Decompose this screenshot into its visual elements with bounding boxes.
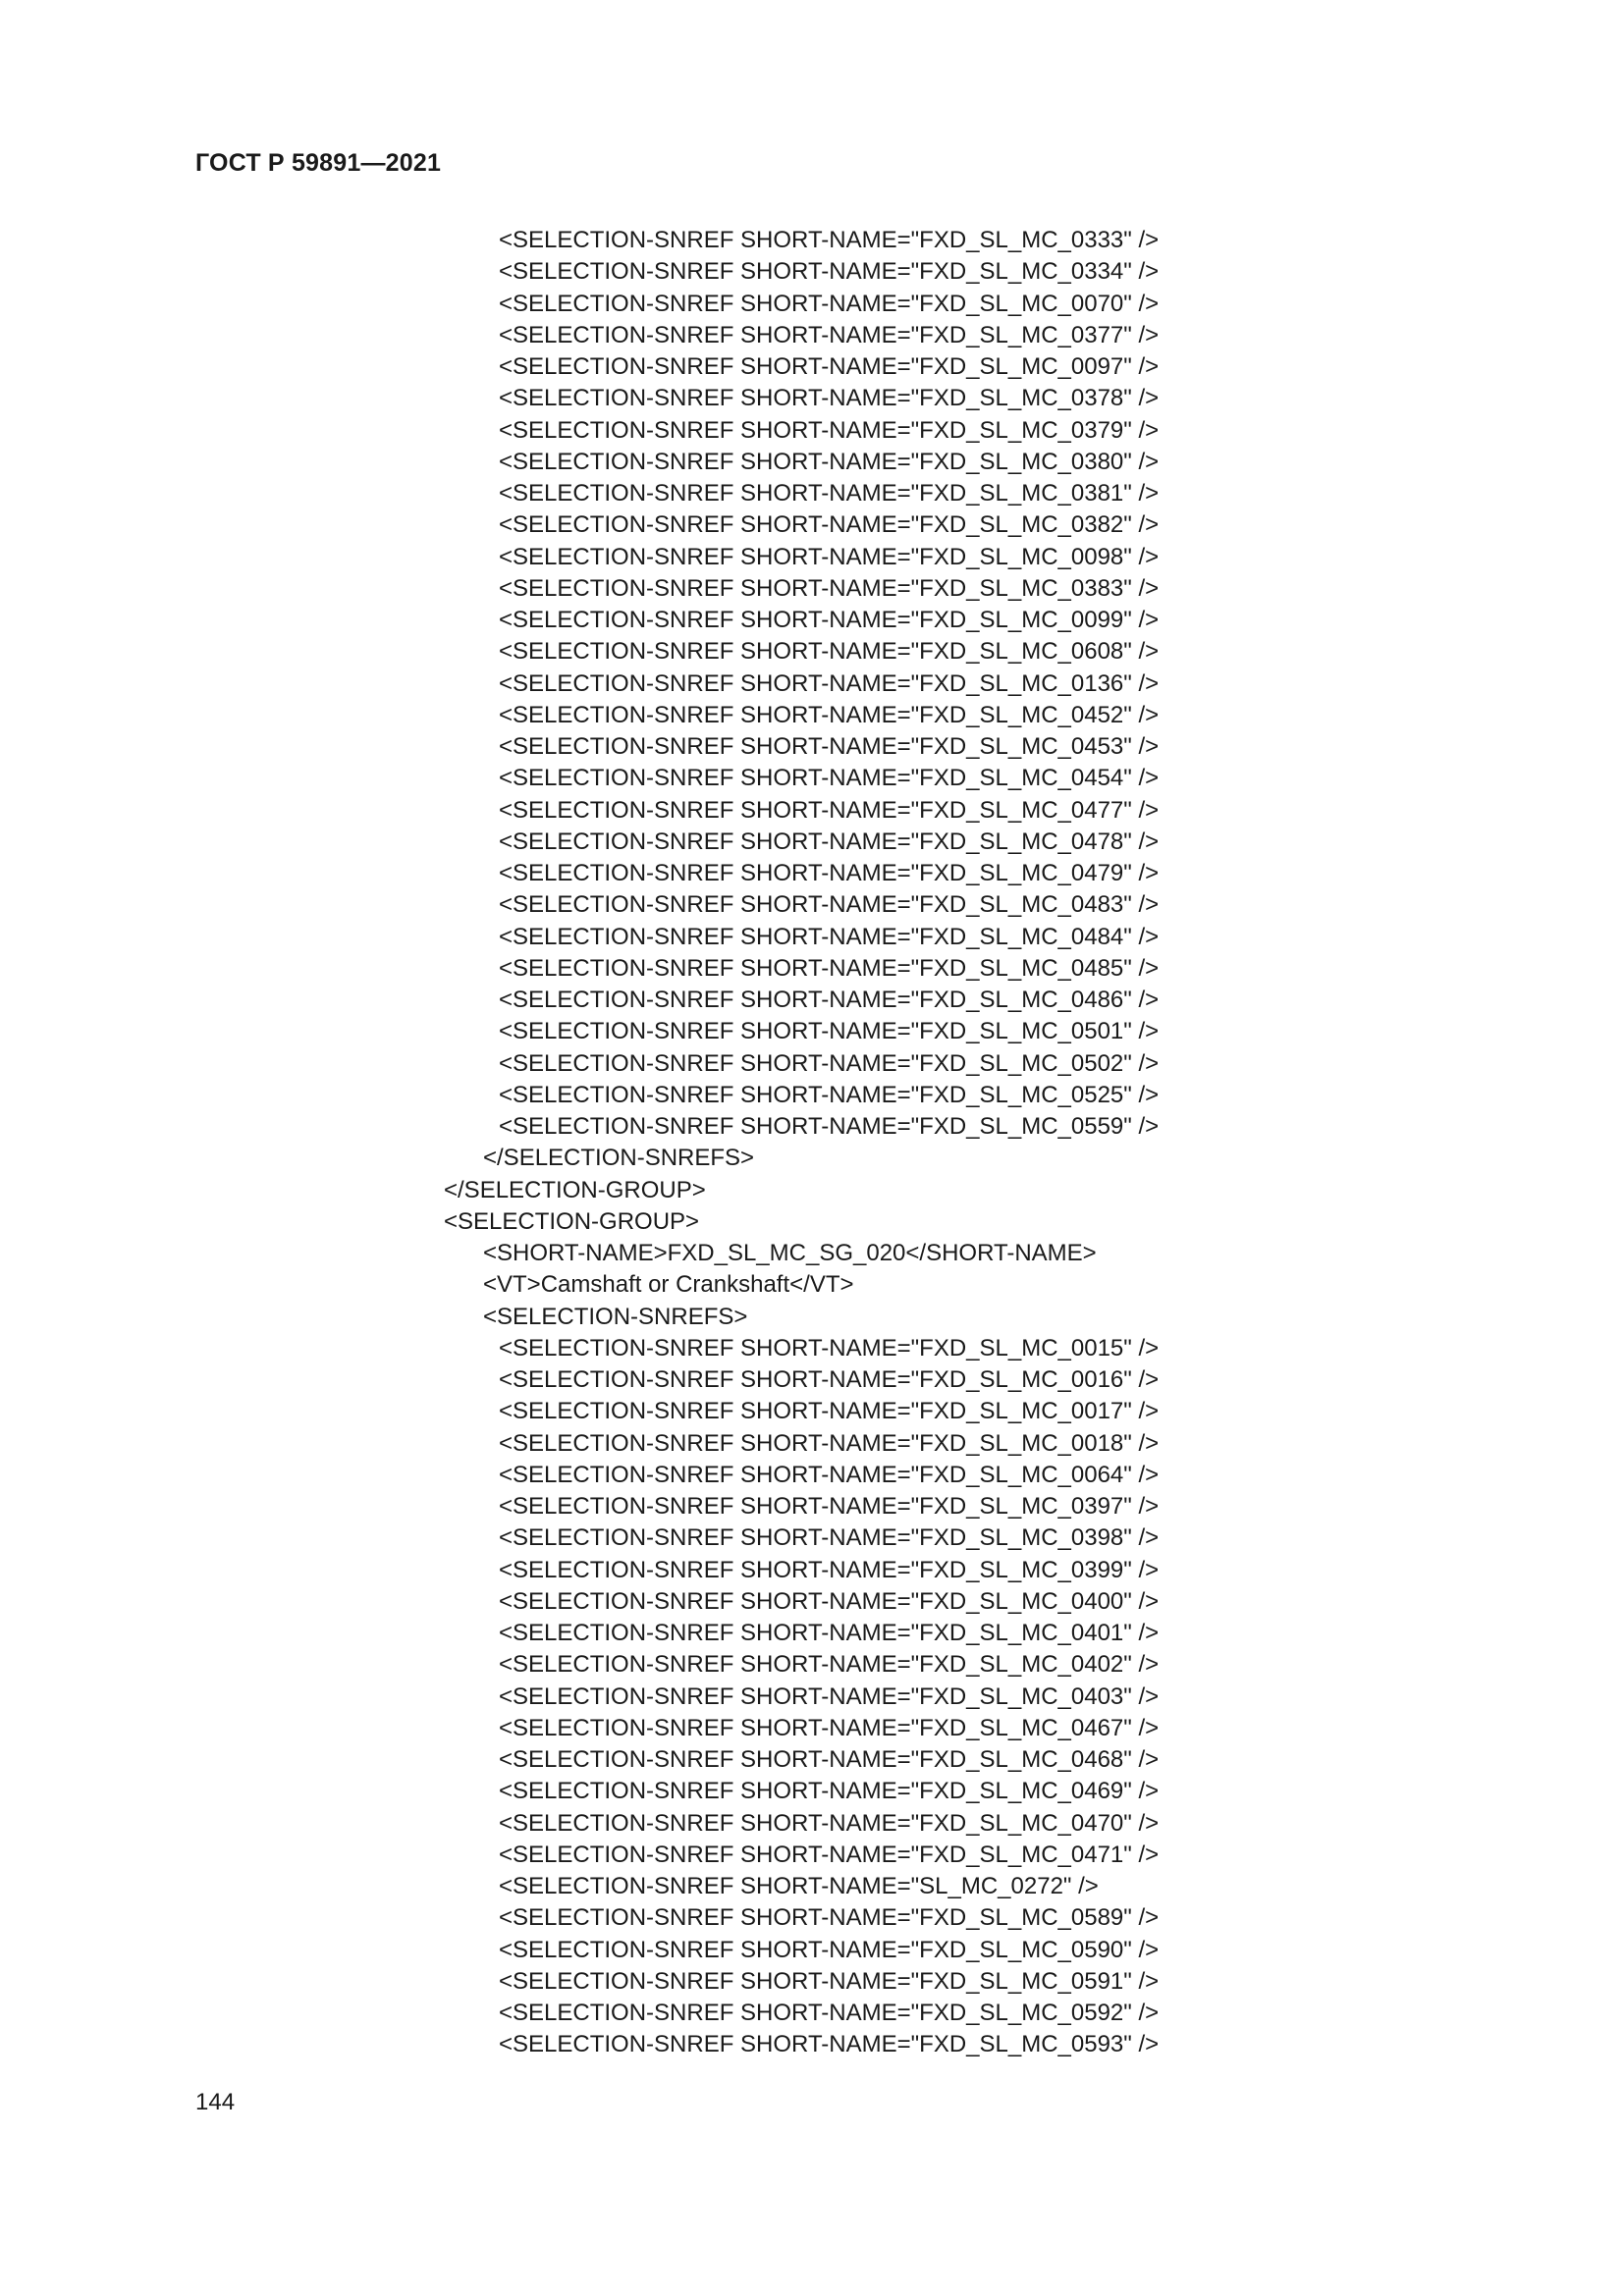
code-line: <SELECTION-SNREF SHORT-NAME="FXD_SL_MC_0470" />	[499, 1809, 1160, 1837]
code-line: <SELECTION-SNREF SHORT-NAME="FXD_SL_MC_0471" />	[499, 1841, 1160, 1868]
code-line: <SELECTION-SNREF SHORT-NAME="FXD_SL_MC_0590" />	[499, 1936, 1160, 1963]
code-line: <SELECTION-SNREF SHORT-NAME="FXD_SL_MC_0591" />	[499, 1967, 1160, 1995]
code-line: <SELECTION-SNREF SHORT-NAME="SL_MC_0272" />	[499, 1873, 1099, 1899]
code-line: <SELECTION-SNREF SHORT-NAME="FXD_SL_MC_0469" />	[499, 1778, 1160, 1805]
code-line: <SELECTION-SNREF SHORT-NAME="FXD_SL_MC_0378" />	[499, 385, 1160, 412]
xml-code-listing	[0, 225, 1624, 2061]
code-line: <SELECTION-SNREF SHORT-NAME="FXD_SL_MC_0501" />	[499, 1018, 1160, 1045]
code-line: <SELECTION-SNREF SHORT-NAME="FXD_SL_MC_0382" />	[499, 511, 1160, 539]
code-line: <SELECTION-SNREF SHORT-NAME="FXD_SL_MC_0099" />	[499, 607, 1160, 633]
code-line: <SELECTION-SNREF SHORT-NAME="FXD_SL_MC_0398" />	[499, 1524, 1160, 1552]
code-line: <SELECTION-SNREF SHORT-NAME="FXD_SL_MC_0403" />	[499, 1682, 1160, 1710]
code-line: <SELECTION-SNREF SHORT-NAME="FXD_SL_MC_0502" />	[499, 1049, 1160, 1077]
code-line: <SELECTION-SNREF SHORT-NAME="FXD_SL_MC_0333" />	[499, 227, 1160, 253]
code-line: <SELECTION-SNREF SHORT-NAME="FXD_SL_MC_0401" />	[499, 1620, 1160, 1646]
code-line: <SELECTION-SNREFS>	[483, 1303, 748, 1330]
code-line: <SELECTION-SNREF SHORT-NAME="FXD_SL_MC_0136" />	[499, 669, 1160, 697]
code-line: <SHORT-NAME>FXD_SL_MC_SG_020</SHORT-NAME>	[483, 1240, 1097, 1266]
code-line: <SELECTION-SNREF SHORT-NAME="FXD_SL_MC_0453" />	[499, 733, 1160, 760]
code-line: <SELECTION-SNREF SHORT-NAME="FXD_SL_MC_0589" />	[499, 1904, 1160, 1932]
code-line: <SELECTION-SNREF SHORT-NAME="FXD_SL_MC_0097" />	[499, 353, 1160, 380]
code-line: <SELECTION-SNREF SHORT-NAME="FXD_SL_MC_0452" />	[499, 701, 1160, 728]
page-number: 144	[195, 2089, 236, 2115]
code-line: <SELECTION-GROUP>	[444, 1207, 700, 1235]
code-line: <SELECTION-SNREF SHORT-NAME="FXD_SL_MC_0381" />	[499, 480, 1160, 507]
code-line: <SELECTION-SNREF SHORT-NAME="FXD_SL_MC_0399" />	[499, 1556, 1160, 1583]
code-line: <SELECTION-SNREF SHORT-NAME="FXD_SL_MC_0484" />	[499, 923, 1160, 950]
code-line: <SELECTION-SNREF SHORT-NAME="FXD_SL_MC_0383" />	[499, 574, 1160, 602]
code-line: <SELECTION-SNREF SHORT-NAME="FXD_SL_MC_0477" />	[499, 796, 1160, 824]
code-line: <SELECTION-SNREF SHORT-NAME="FXD_SL_MC_0483" />	[499, 891, 1160, 919]
code-line: <SELECTION-SNREF SHORT-NAME="FXD_SL_MC_0017" />	[499, 1398, 1160, 1425]
code-line: <SELECTION-SNREF SHORT-NAME="FXD_SL_MC_0486" />	[499, 987, 1160, 1013]
code-line: <SELECTION-SNREF SHORT-NAME="FXD_SL_MC_0402" />	[499, 1651, 1160, 1679]
code-line: <VT>Camshaft or Crankshaft</VT>	[483, 1271, 854, 1299]
code-line: <SELECTION-SNREF SHORT-NAME="FXD_SL_MC_0525" />	[499, 1081, 1160, 1108]
code-line: <SELECTION-SNREF SHORT-NAME="FXD_SL_MC_0064" />	[499, 1461, 1160, 1488]
code-line: <SELECTION-SNREF SHORT-NAME="FXD_SL_MC_0070" />	[499, 290, 1160, 317]
code-line: <SELECTION-SNREF SHORT-NAME="FXD_SL_MC_0377" />	[499, 321, 1160, 348]
code-line: <SELECTION-SNREF SHORT-NAME="FXD_SL_MC_0478" />	[499, 828, 1160, 855]
code-line: </SELECTION-SNREFS>	[483, 1145, 755, 1172]
code-line: <SELECTION-SNREF SHORT-NAME="FXD_SL_MC_0400" />	[499, 1587, 1160, 1615]
code-line: <SELECTION-SNREF SHORT-NAME="FXD_SL_MC_0380" />	[499, 448, 1160, 475]
code-line: <SELECTION-SNREF SHORT-NAME="FXD_SL_MC_0479" />	[499, 860, 1160, 886]
code-line: <SELECTION-SNREF SHORT-NAME="FXD_SL_MC_0015" />	[499, 1334, 1160, 1362]
code-line: <SELECTION-SNREF SHORT-NAME="FXD_SL_MC_0379" />	[499, 416, 1160, 444]
code-line: <SELECTION-SNREF SHORT-NAME="FXD_SL_MC_0593" />	[499, 2031, 1160, 2058]
code-line: <SELECTION-SNREF SHORT-NAME="FXD_SL_MC_0467" />	[499, 1714, 1160, 1741]
code-line: <SELECTION-SNREF SHORT-NAME="FXD_SL_MC_0397" />	[499, 1493, 1160, 1520]
code-line: <SELECTION-SNREF SHORT-NAME="FXD_SL_MC_0468" />	[499, 1746, 1160, 1773]
code-line: <SELECTION-SNREF SHORT-NAME="FXD_SL_MC_0608" />	[499, 638, 1160, 666]
standard-header: ГОСТ Р 59891—2021	[195, 149, 442, 177]
code-line: </SELECTION-GROUP>	[444, 1176, 706, 1203]
code-line: <SELECTION-SNREF SHORT-NAME="FXD_SL_MC_0592" />	[499, 2000, 1160, 2026]
code-line: <SELECTION-SNREF SHORT-NAME="FXD_SL_MC_0098" />	[499, 543, 1160, 570]
code-line: <SELECTION-SNREF SHORT-NAME="FXD_SL_MC_0018" />	[499, 1429, 1160, 1457]
code-line: <SELECTION-SNREF SHORT-NAME="FXD_SL_MC_0559" />	[499, 1113, 1160, 1140]
code-line: <SELECTION-SNREF SHORT-NAME="FXD_SL_MC_0485" />	[499, 954, 1160, 982]
code-line: <SELECTION-SNREF SHORT-NAME="FXD_SL_MC_0016" />	[499, 1366, 1160, 1393]
code-line: <SELECTION-SNREF SHORT-NAME="FXD_SL_MC_0334" />	[499, 258, 1160, 286]
code-line: <SELECTION-SNREF SHORT-NAME="FXD_SL_MC_0454" />	[499, 765, 1160, 792]
